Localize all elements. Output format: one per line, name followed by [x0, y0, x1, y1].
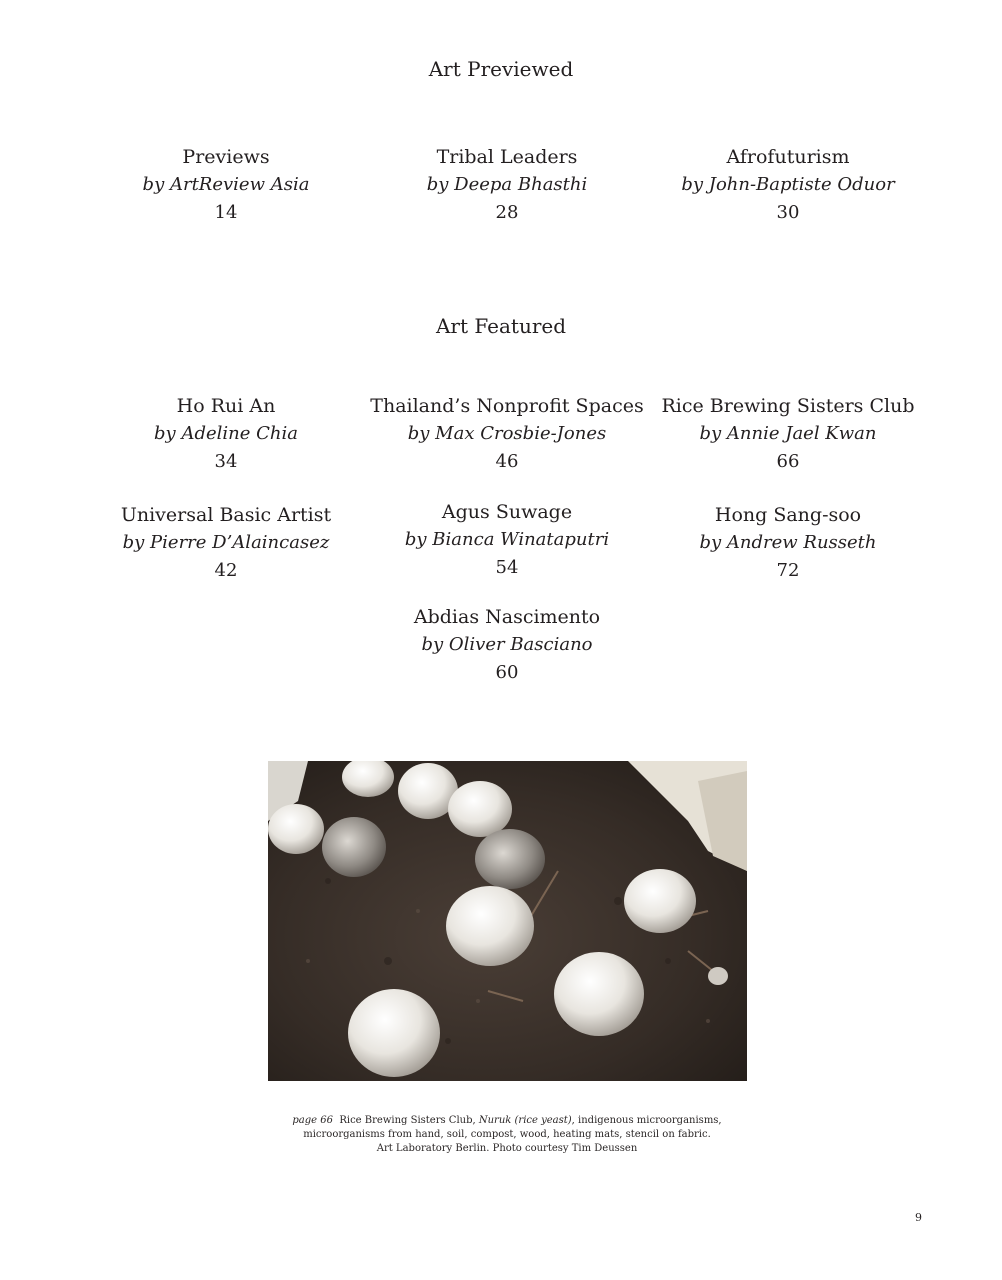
entry-author: by Andrew Russeth	[699, 532, 877, 553]
entry-page: 60	[495, 662, 519, 683]
toc-entry-hong-sang-soo[interactable]	[638, 502, 938, 585]
entry-page: 72	[776, 560, 800, 581]
entry-title: Tribal Leaders	[436, 146, 578, 168]
entry-page: 34	[214, 451, 238, 472]
entry-page: 14	[214, 202, 238, 223]
entry-page: 54	[495, 557, 519, 578]
entry-page: 42	[214, 560, 238, 581]
entry-title: Ho Rui An	[176, 395, 276, 417]
entry-author: by Bianca Winataputri	[404, 529, 610, 550]
entry-author: by Max Crosbie-Jones	[407, 423, 607, 444]
artwork-photo	[268, 761, 747, 1081]
entry-page: 28	[495, 202, 519, 223]
caption-work-title: Nuruk (rice yeast)	[478, 1115, 572, 1126]
entry-author: by John-Baptiste Oduor	[681, 174, 895, 195]
caption-materials: , indigenous microorganisms,	[571, 1115, 722, 1126]
entry-author: by Adeline Chia	[154, 423, 298, 444]
entry-title: Agus Suwage	[441, 501, 573, 523]
entry-author: by Annie Jael Kwan	[699, 423, 877, 444]
caption-credit: Art Laboratory Berlin. Photo courtesy Tim Deussen	[376, 1143, 638, 1154]
entry-title: Thailand’s Nonprofit Spaces	[370, 395, 644, 417]
entry-author: by Deepa Bhasthi	[426, 174, 588, 195]
entry-title: Abdias Nascimento	[413, 606, 601, 628]
entry-page: 66	[776, 451, 800, 472]
entry-title: Previews	[182, 146, 270, 168]
page-number: 9	[915, 1211, 922, 1224]
entry-author: by Oliver Basciano	[421, 634, 593, 655]
toc-entry-ho-rui-an[interactable]	[76, 393, 376, 476]
section-title-previewed: Art Previewed	[428, 57, 574, 81]
toc-entry-abdias-nascimento[interactable]	[357, 604, 657, 687]
caption-page-ref: page 66	[292, 1115, 333, 1126]
caption-subject: Rice Brewing Sisters Club,	[339, 1115, 476, 1126]
entry-title: Afrofuturism	[726, 146, 850, 168]
entry-title: Hong Sang-soo	[714, 504, 862, 526]
photo-caption	[260, 1114, 754, 1156]
toc-entry-agus-suwage[interactable]	[357, 499, 657, 582]
entry-page: 46	[495, 451, 519, 472]
entry-author: by Pierre D’Alaincasez	[122, 532, 330, 553]
toc-entry-universal-basic-artist[interactable]	[76, 502, 376, 585]
toc-entry-thailand-nonprofit-spaces[interactable]	[357, 393, 657, 476]
section-title-featured: Art Featured	[435, 314, 567, 338]
toc-entry-tribal-leaders[interactable]	[357, 144, 657, 227]
toc-entry-previews[interactable]	[76, 144, 376, 227]
caption-line-2: microorganisms from hand, soil, compost, wood, heating mats, stencil on fabric.	[303, 1129, 711, 1140]
entry-title: Rice Brewing Sisters Club	[661, 395, 915, 417]
entry-title: Universal Basic Artist	[120, 504, 332, 526]
entry-page: 30	[776, 202, 800, 223]
toc-entry-rice-brewing-sisters-club[interactable]	[638, 393, 938, 476]
entry-author: by ArtReview Asia	[142, 174, 310, 195]
toc-entry-afrofuturism[interactable]	[638, 144, 938, 227]
